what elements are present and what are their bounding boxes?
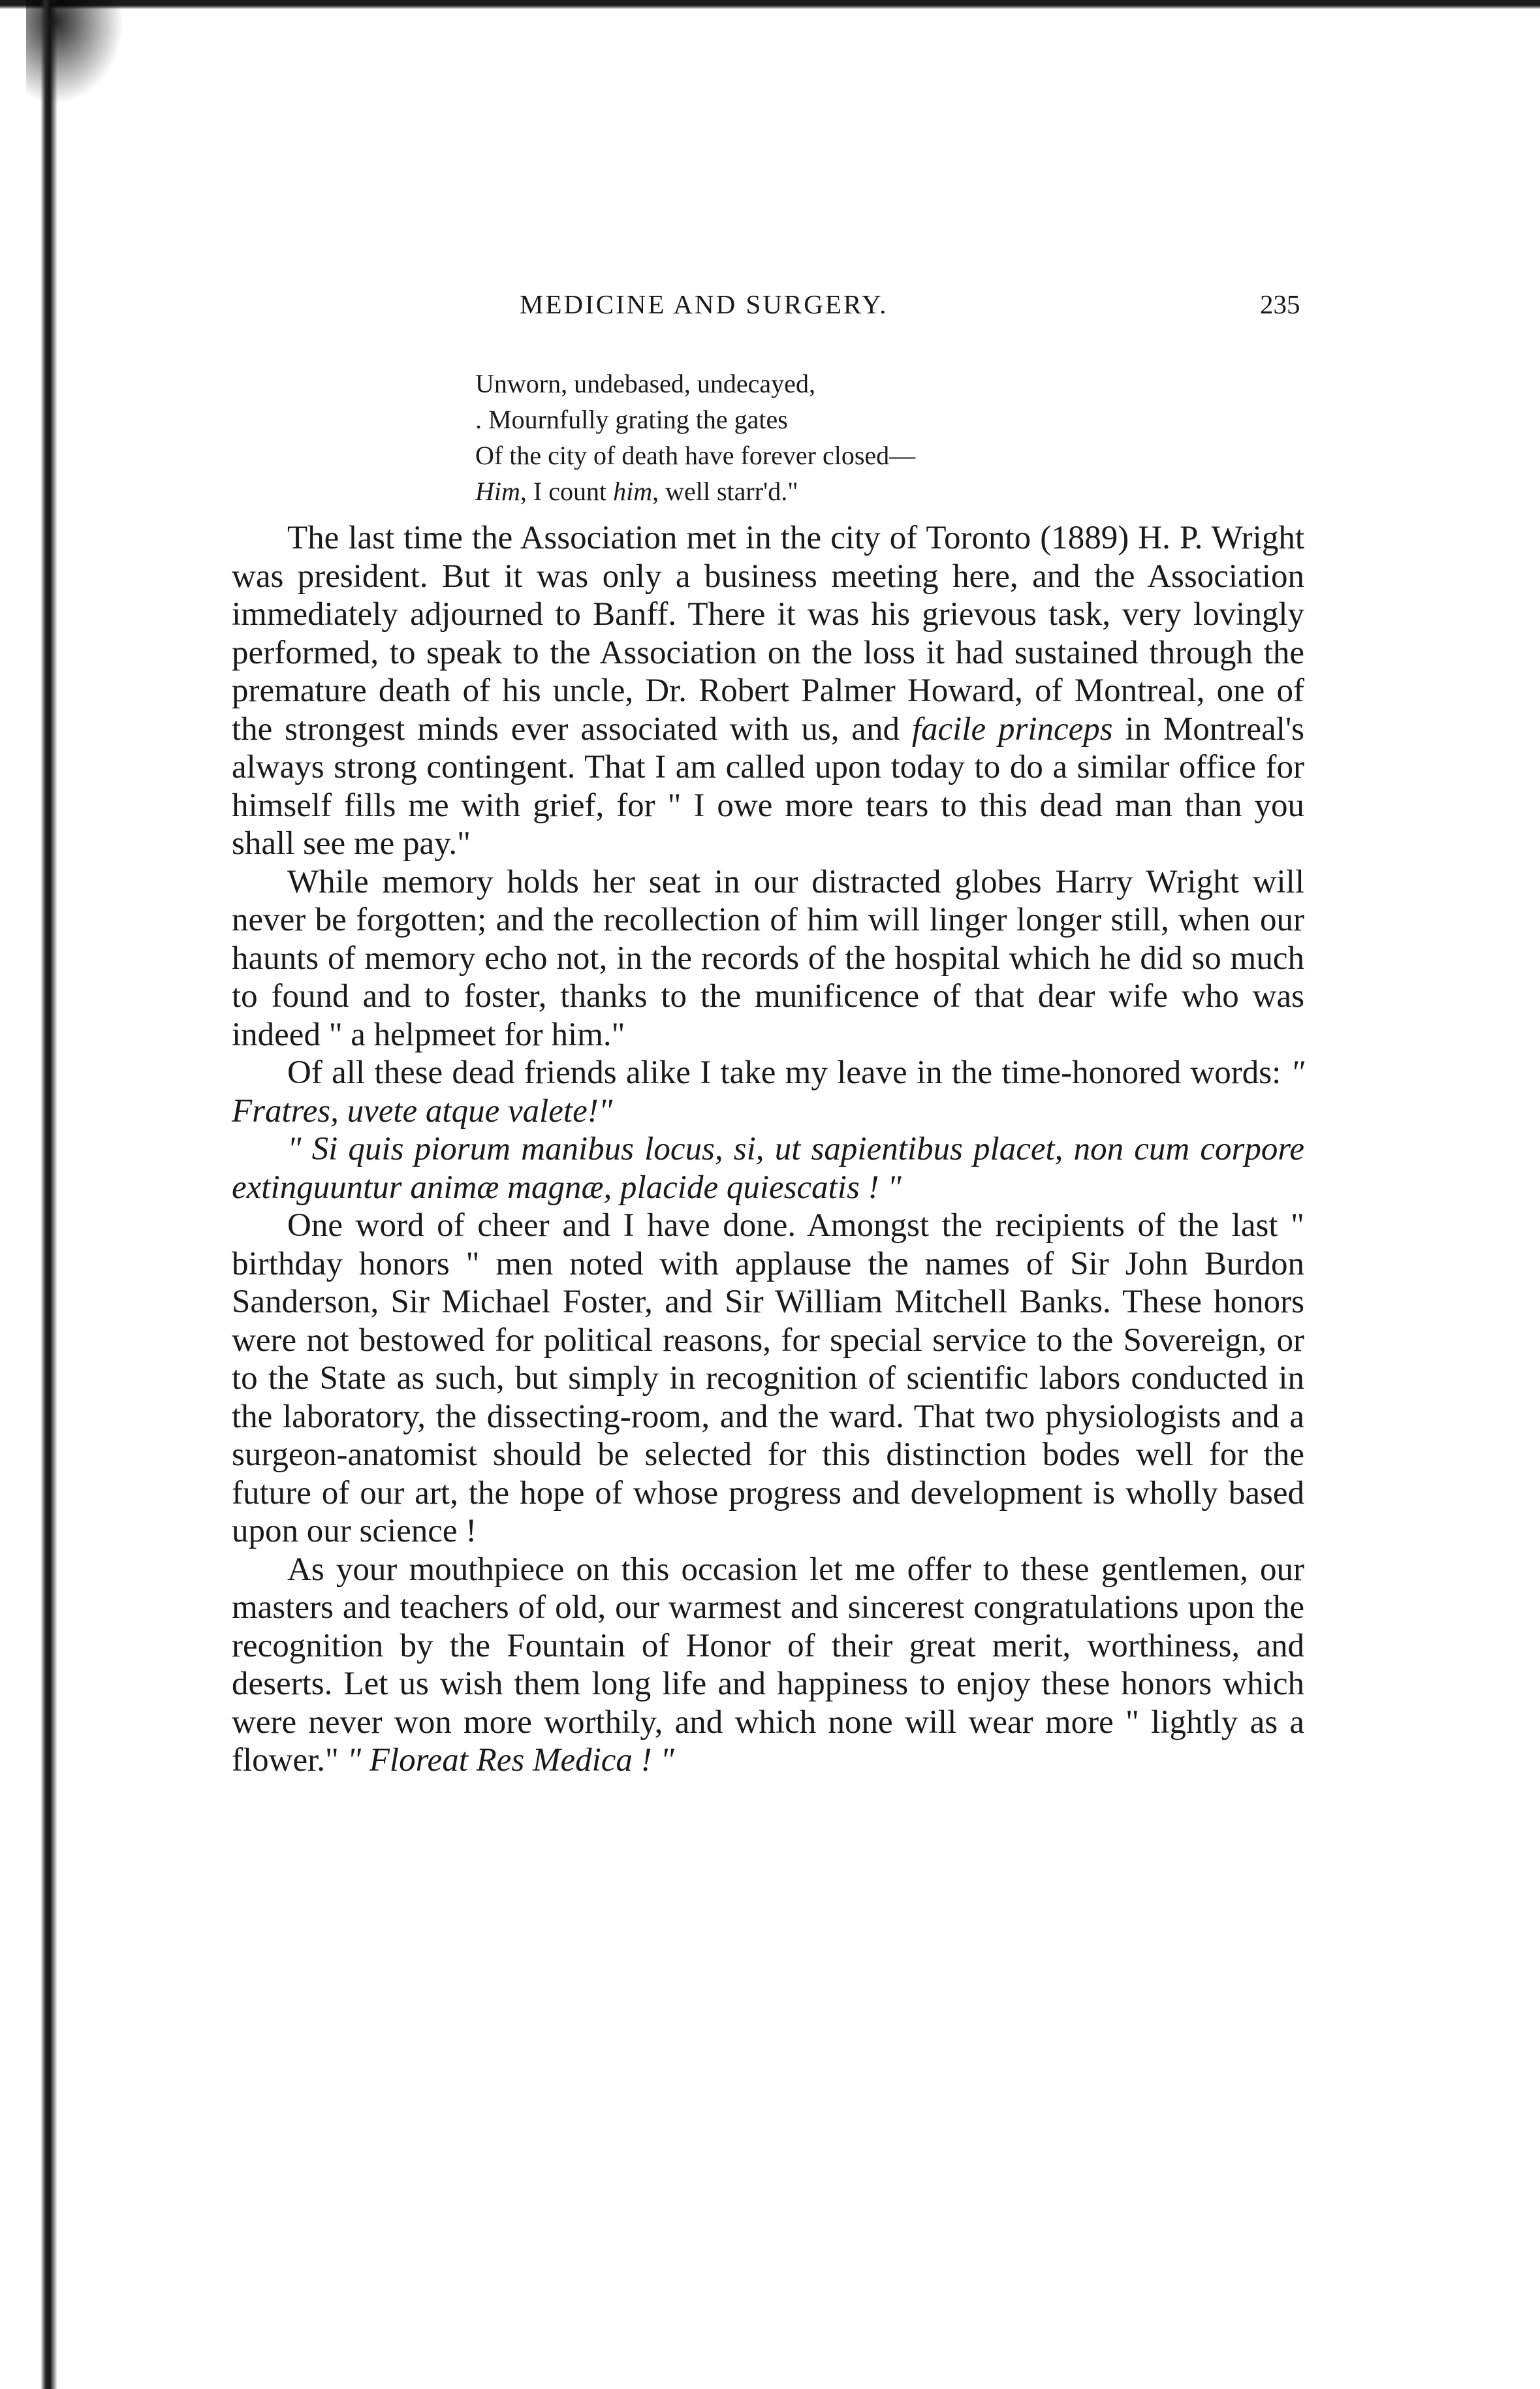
poem-line <box>475 437 1324 473</box>
poem-line: Unworn, undebased, undecayed, <box>475 369 815 398</box>
article-body <box>232 519 1304 1780</box>
poem-line <box>475 473 1324 509</box>
poem-quotation <box>475 366 1324 509</box>
paragraph: While memory holds her seat in our distracted globes Harry Wright will never be forgotten; and the recollection of him will linger longer still, when our haunts of memory echo not, in the records of the hospital which he did so much to found and to foster, thanks to the munificence of that dear wife who was indeed " a helpmeet for him." <box>232 863 1304 1053</box>
poem-italic-him: Him <box>475 477 520 506</box>
paragraph: One word of cheer and I have done. Amongst the recipients of the last " birthday honors " men noted with applause the names of Sir John Burdon Sanderson, Sir Michael Foster, and Sir William Mitchell Banks. These honors were not bestowed for political reasons, for special service to the Sovereign, or to the State as such, but simply in recognition of scientific labors conducted in the laboratory, the dissecting-room, and the ward. That two physiologists and a surgeon-anatomist should be selected for this distinction bodes well for the future of our art, the hope of whose progress and development is wholly based upon our science ! <box>232 1207 1304 1549</box>
latin-quotation-text: " Si quis piorum manibus locus, si, ut sapientibus placet, non cum corpore extinguuntur animæ magnæ, placide quiescatis ! " <box>232 1131 1304 1206</box>
closing-motto: " Floreat Res Medica ! " <box>347 1742 674 1779</box>
latin-quotation <box>232 1130 1304 1207</box>
poem-line-text: Of the city of death have forever closed— <box>475 441 916 470</box>
poem-text: , well starr'd." <box>652 477 798 506</box>
paragraph-text: Of all these dead friends alike I take my leave in the time-honored words: <box>287 1054 1281 1091</box>
paragraph <box>232 1551 1304 1780</box>
paragraph-text: As your mouthpiece on this occasion let me offer to these gentlemen, our masters and teachers of old, our warmest and sincerest congratulations upon the recognition by the Fountain of Honor of their great merit, worthiness, and deserts. Let us wish them long life and happiness to enjoy these honors which were never won more worthily, and which none will wear more " lightly as a flower." <box>232 1551 1304 1779</box>
poem-italic-him: him <box>613 477 653 506</box>
poem-line: . Mournfully grating the gates <box>475 405 788 434</box>
poem-text: , I count <box>520 477 614 506</box>
italic-phrase: facile princeps <box>911 710 1113 748</box>
latin-farewell: " Fratres, uvete atque valete!" <box>232 1054 1305 1130</box>
paragraph <box>232 519 1304 863</box>
paragraph-text: The last time the Association met in the city of Toronto (1889) H. P. Wright was president. But it was only a business meeting here, and the Association immediately adjourned to Banff. There it was his grievous task, very lovingly performed, to speak to the Association on the loss it had sustained through the premature death of his uncle, Dr. Robert Palmer Howard, of Montreal, one of the strongest minds ever associated with us, and <box>232 520 1304 748</box>
scan-binding-gutter <box>40 0 57 2389</box>
running-head: MEDICINE AND SURGERY. <box>520 289 888 319</box>
scan-top-edge <box>0 0 1540 9</box>
paragraph-text: in Montreal's always strong contingent. That I am called upon today to do a similar office for himself fills me with grief, for " I owe more tears to this dead man than you shall see me pay." <box>232 710 1305 862</box>
paragraph <box>232 1054 1304 1130</box>
page-number: 235 <box>1260 289 1300 319</box>
